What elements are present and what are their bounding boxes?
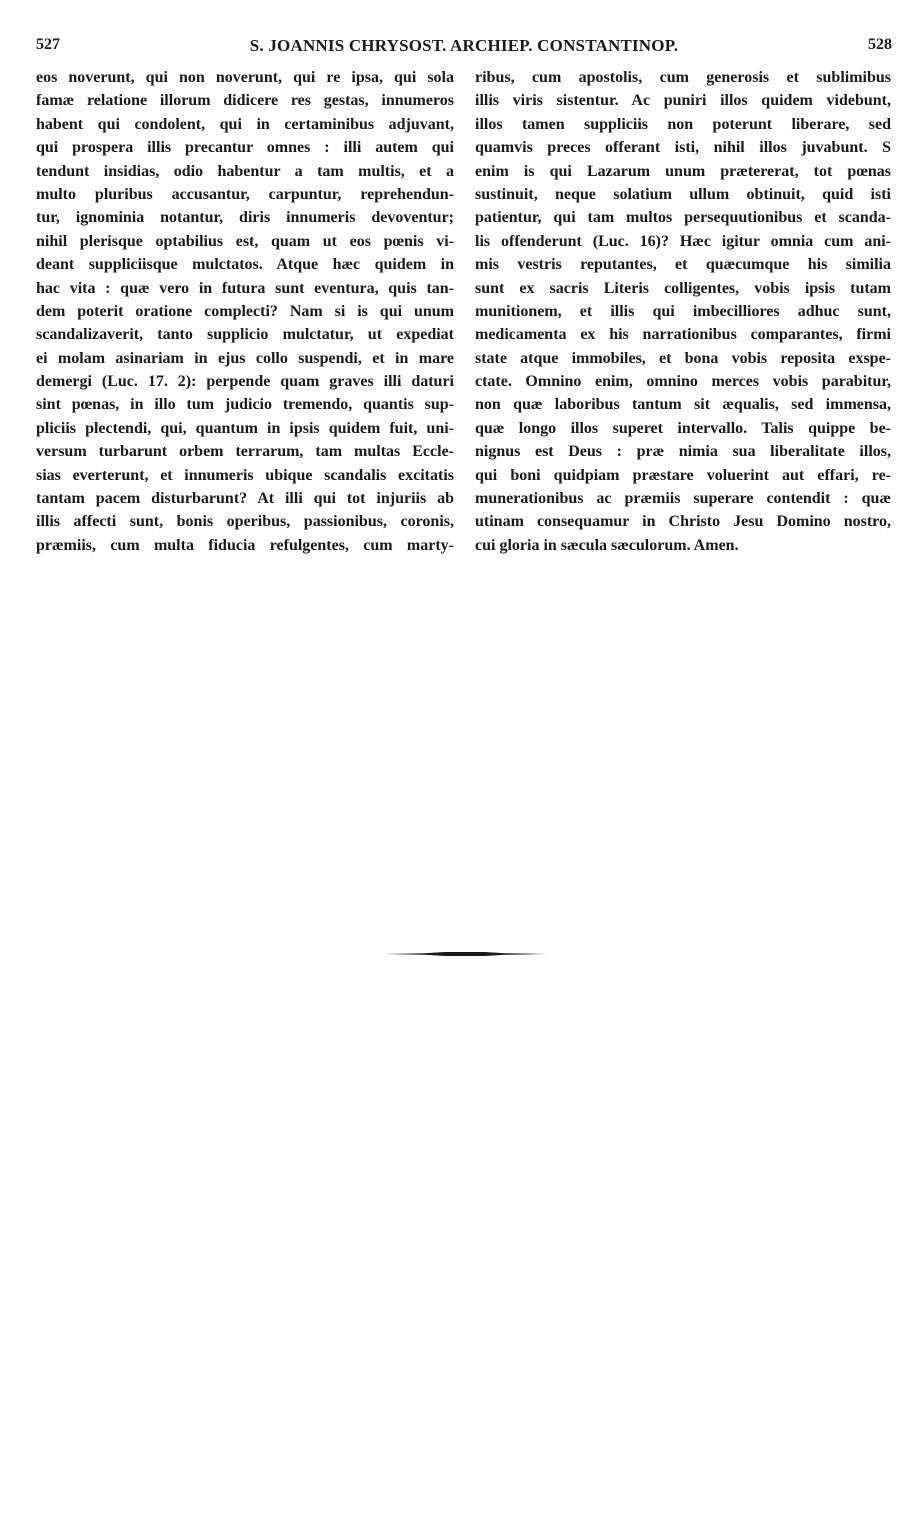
text-line: demergi (Luc. 17. 2): perpende quam graves illi daturi <box>36 373 454 391</box>
text-line: munerationibus ac præmiis superare contendit : quæ <box>475 490 891 508</box>
text-line: tendunt insidias, odio habentur a tam multis, et a <box>36 162 454 180</box>
text-line: ribus, cum apostolis, cum generosis et sublimibus <box>475 69 891 86</box>
text-line: munitionem, et illis qui imbecilliores adhuc sunt, <box>475 302 891 320</box>
left-column <box>36 66 454 557</box>
text-line: præmiis, cum multa fiducia refulgentes, cum marty- <box>36 536 454 554</box>
page-number-left: 527 <box>36 36 60 53</box>
text-line: dem poterit oratione complecti? Nam si is qui unum <box>36 302 454 320</box>
decorative-rule <box>385 951 547 957</box>
text-line: state atque immobiles, et bona vobis reposita exspe- <box>475 349 891 367</box>
text-line: multo pluribus accusantur, carpuntur, reprehendun- <box>36 185 454 203</box>
text-line: sunt ex sacris Literis colligentes, vobis ipsis tutam <box>475 279 891 297</box>
text-line: illis viris sistentur. Ac puniri illos quidem videbunt, <box>475 92 891 110</box>
text-line: mis vestris reputantes, et quæcumque his similia <box>475 256 891 274</box>
text-line: nihil plerisque optabilius est, quam ut eos pœnis vi- <box>36 232 454 250</box>
text-line: non quæ laboribus tantum sit æqualis, sed immensa, <box>475 396 891 414</box>
text-line: quamvis preces offerant isti, nihil illos juvabunt. S <box>475 139 891 157</box>
running-title: S. JOANNIS CHRYSOST. ARCHIEP. CONSTANTINOP. <box>249 36 679 55</box>
text-line: tantam pacem disturbarunt? At illi qui tot injuriis ab <box>36 490 454 508</box>
text-line: medicamenta ex his narrationibus comparantes, firmi <box>475 326 891 344</box>
text-line: hac vita : quæ vero in futura sunt eventura, quis tan- <box>36 279 454 297</box>
text-line: sint pœnas, in illo tum judicio tremendo, quantis sup- <box>36 396 454 414</box>
text-line: cui gloria in sæcula sæculorum. Amen. <box>475 536 739 554</box>
text-line: illis affecti sunt, bonis operibus, passionibus, coronis, <box>36 513 454 531</box>
text-line: patientur, qui tam multos persequutionibus et scanda- <box>475 209 891 227</box>
text-line: qui boni quidpiam præstare voluerint aut effari, re- <box>475 466 891 484</box>
text-line: scandalizaverit, tanto supplicio mulctatur, ut expediat <box>36 326 454 344</box>
right-column <box>475 66 891 557</box>
text-line: eos noverunt, qui non noverunt, qui re ipsa, qui sola <box>36 69 454 86</box>
text-line: quæ longo illos superet intervallo. Talis quippe be- <box>475 419 891 437</box>
text-line: illos tamen suppliciis non poterunt liberare, sed <box>475 115 891 133</box>
page-header <box>36 36 892 58</box>
page-number-right: 528 <box>868 36 892 53</box>
text-line: versum turbarunt orbem terrarum, tam multas Eccle- <box>36 443 454 461</box>
text-line: pliciis plectendi, qui, quantum in ipsis quidem fuit, uni- <box>36 419 454 437</box>
text-line: ei molam asinariam in ejus collo suspendi, et in mare <box>36 349 454 367</box>
text-line: ctate. Omnino enim, omnino merces vobis parabitur, <box>475 373 891 391</box>
text-line: enim is qui Lazarum unum prætererat, tot pœnas <box>475 162 891 180</box>
text-line: utinam consequamur in Christo Jesu Domino nostro, <box>475 513 891 531</box>
text-line: famæ relatione illorum didicere res gestas, innumeros <box>36 92 454 110</box>
text-line: lis offenderunt (Luc. 16)? Hæc igitur omnia cum ani- <box>475 232 891 250</box>
text-line: deant suppliciisque mulctatos. Atque hæc quidem in <box>36 256 454 274</box>
text-line: habent qui condolent, qui in certaminibus adjuvant, <box>36 115 454 133</box>
text-line: qui prospera illis precantur omnes : illi autem qui <box>36 139 454 157</box>
text-line: sustinuit, neque solatium ullum obtinuit, quid isti <box>475 185 891 203</box>
text-line: nignus est Deus : præ nimia sua liberalitate illos, <box>475 443 891 461</box>
text-line: tur, ignominia notantur, diris innumeris devoventur; <box>36 209 454 227</box>
text-line: sias everterunt, et innumeris ubique scandalis excitatis <box>36 466 454 484</box>
